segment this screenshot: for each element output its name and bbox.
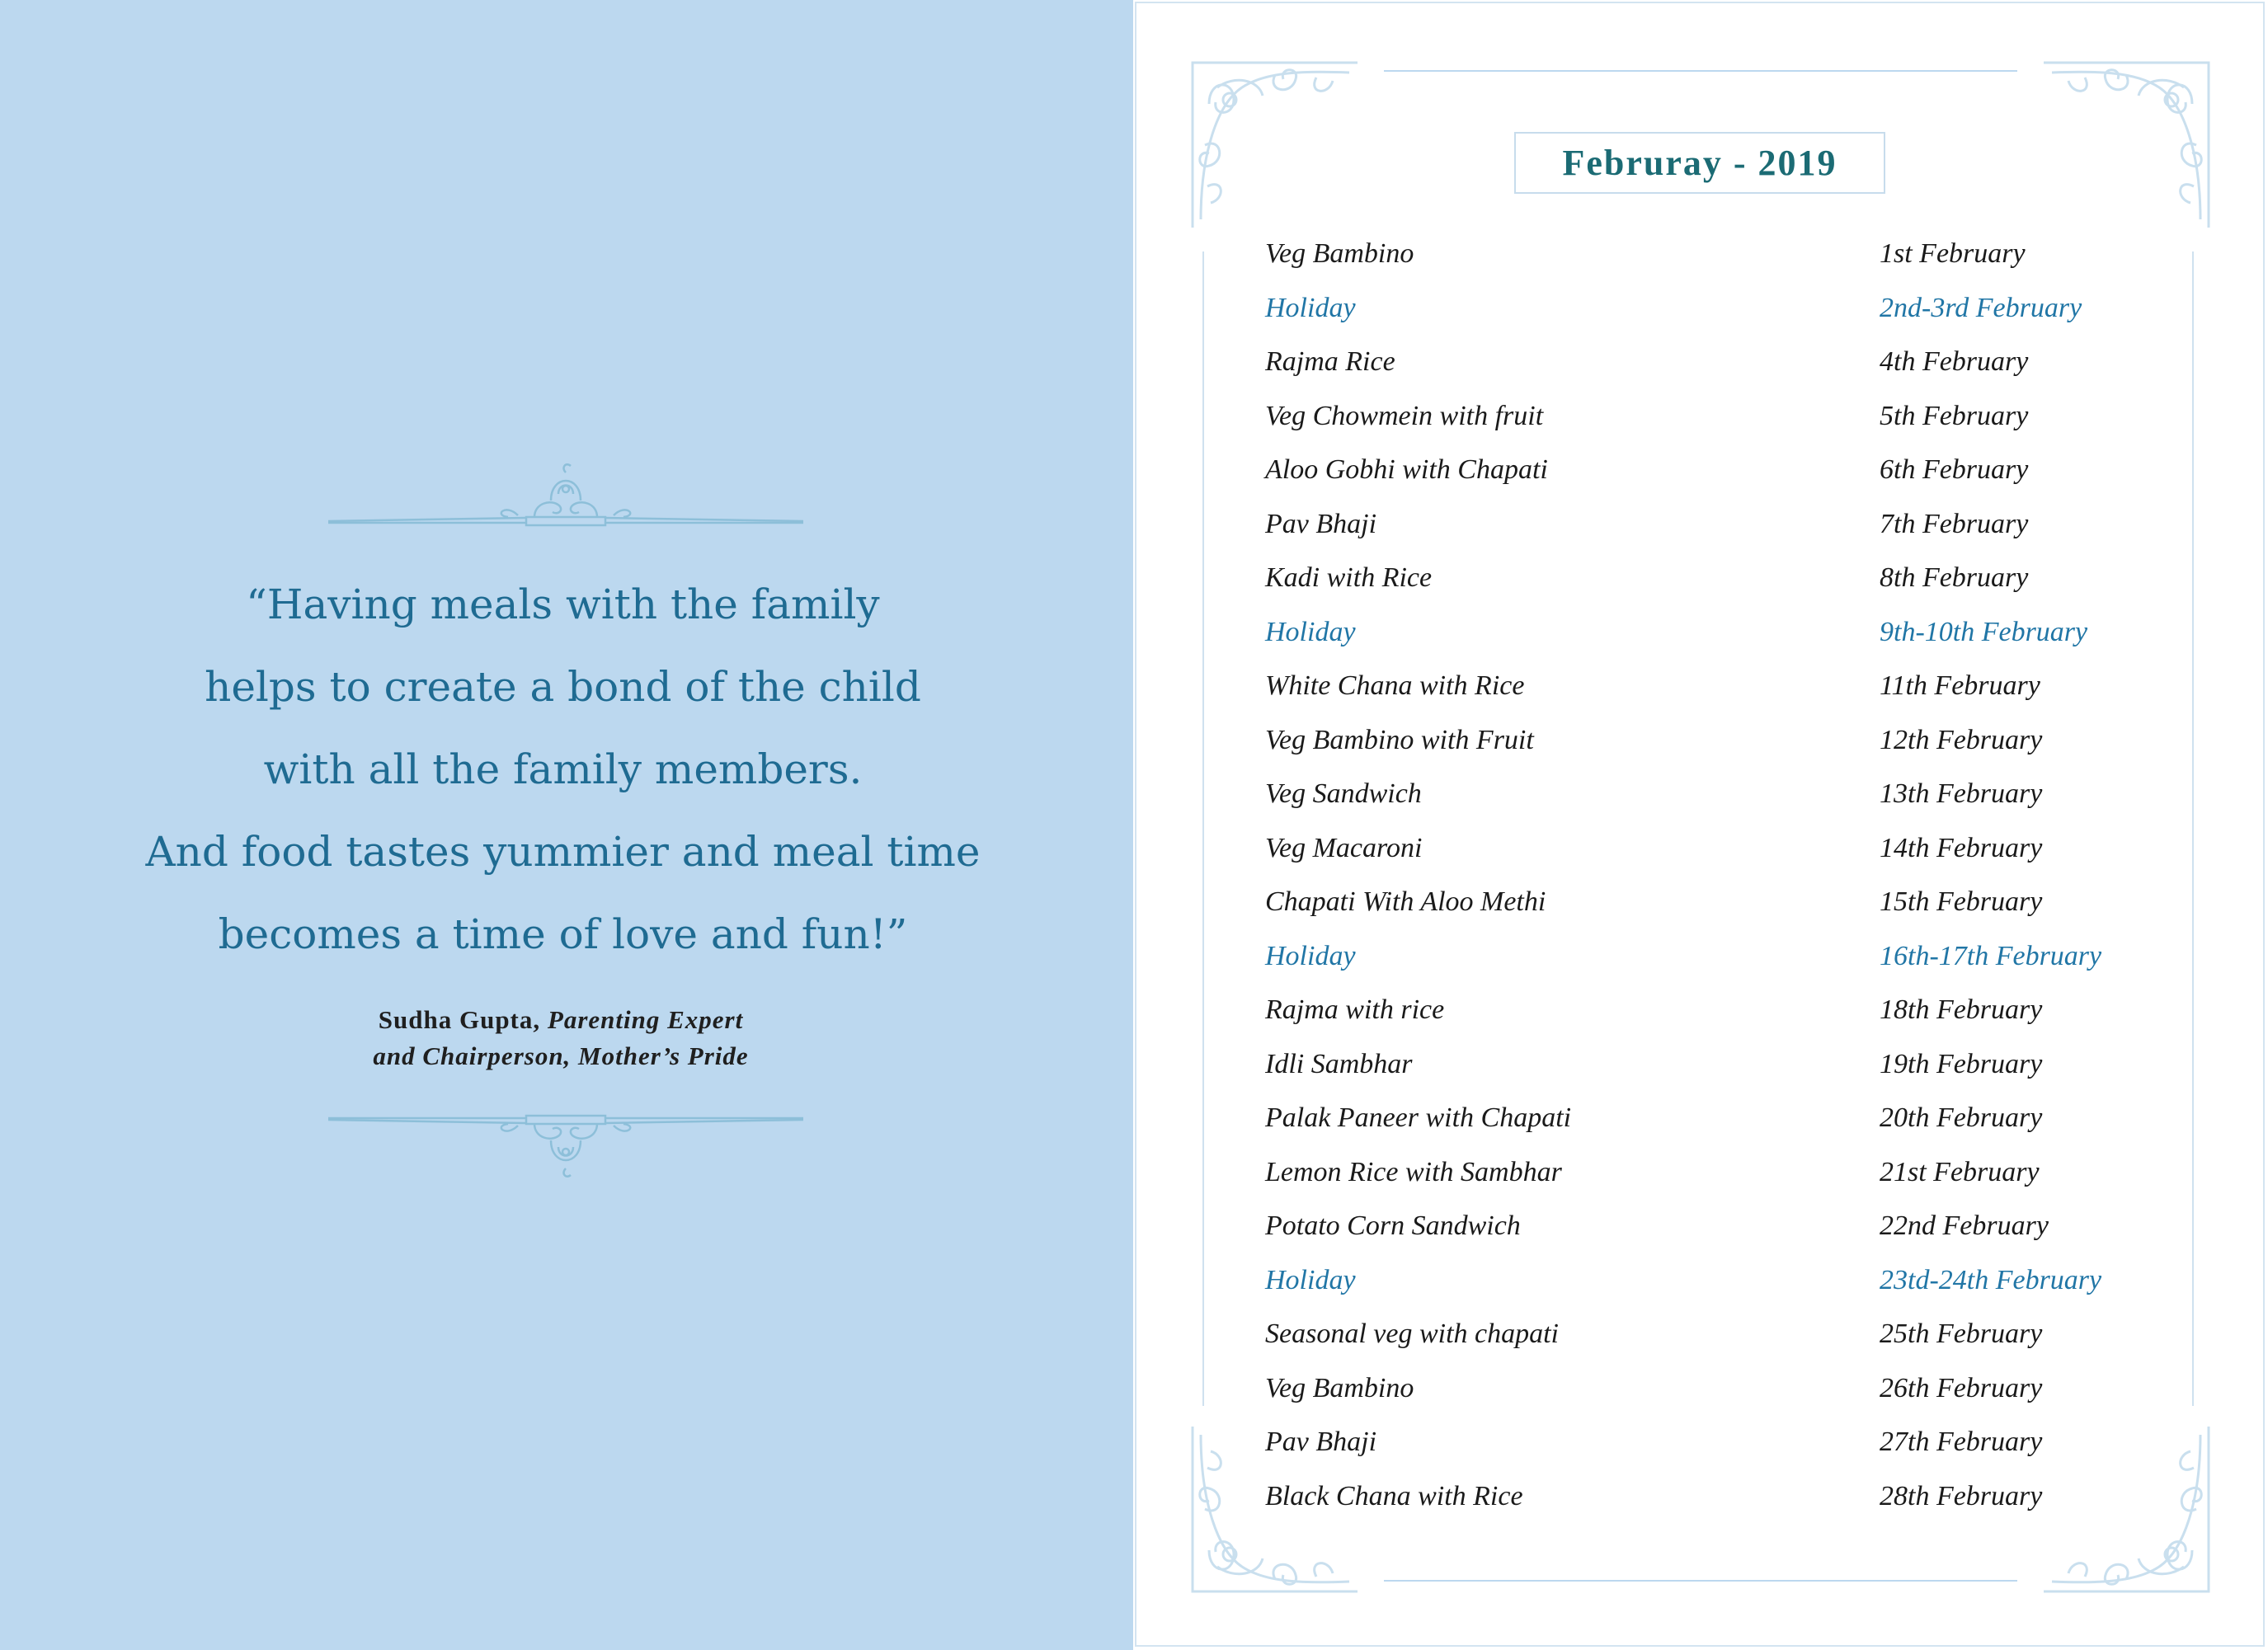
menu-dish: Palak Paneer with Chapati	[1265, 1102, 1572, 1133]
menu-row	[1265, 229, 2131, 279]
menu-row	[1265, 716, 2131, 765]
quote-attribution	[231, 1002, 891, 1074]
menu-row	[1265, 824, 2131, 873]
left-page	[0, 0, 1133, 1650]
menu-row	[1265, 661, 2131, 711]
menu-date: 15th February	[1880, 886, 2043, 917]
menu-dish: Potato Corn Sandwich	[1265, 1210, 1521, 1241]
menu-date: 14th February	[1880, 832, 2043, 863]
menu-row	[1265, 553, 2131, 603]
menu-date: 22nd February	[1880, 1210, 2049, 1241]
menu-date: 28th February	[1880, 1480, 2043, 1511]
menu-dish: Rajma with rice	[1265, 994, 1445, 1025]
menu-date: 12th February	[1880, 724, 2043, 755]
menu-row	[1265, 1093, 2131, 1143]
menu-dish: Holiday	[1265, 616, 1356, 647]
scroll-flourish-icon	[328, 458, 803, 532]
menu-row	[1265, 985, 2131, 1035]
menu-row	[1265, 1417, 2131, 1467]
menu-dish: Veg Bambino	[1265, 1372, 1414, 1403]
quote-line: becomes a time of love and fun!”	[218, 910, 908, 958]
quote-line: with all the family members.	[263, 745, 863, 793]
menu-dish: White Chana with Rice	[1265, 670, 1525, 701]
menu-dish: Seasonal veg with chapati	[1265, 1319, 1560, 1349]
menu-dish: Holiday	[1265, 292, 1356, 323]
menu-dish: Veg Sandwich	[1265, 778, 1422, 809]
menu-dish: Veg Chowmein with fruit	[1265, 400, 1544, 431]
menu-date: 21st February	[1880, 1156, 2040, 1187]
menu-dish: Holiday	[1265, 1264, 1356, 1295]
menu-dish: Pav Bhaji	[1265, 508, 1377, 539]
menu-row	[1265, 1148, 2131, 1197]
attribution-role: Parenting Expert	[547, 1005, 744, 1034]
menu-row	[1265, 1472, 2131, 1521]
menu-date: 16th-17th February	[1880, 940, 2102, 971]
menu-date: 11th February	[1880, 670, 2040, 701]
corner-flourish-icon	[1184, 54, 1366, 236]
frame-bottom-line	[1384, 1580, 2017, 1582]
menu-date: 1st February	[1880, 238, 2026, 269]
menu-date: 6th February	[1880, 454, 2029, 485]
menu-dish: Idli Sambhar	[1265, 1048, 1413, 1079]
menu-date: 19th February	[1880, 1048, 2043, 1079]
menu-dish: Veg Bambino	[1265, 238, 1414, 269]
family-meal-quote	[99, 563, 1027, 975]
menu-month-title: Februray - 2019	[1514, 132, 1885, 194]
menu-row	[1265, 1364, 2131, 1413]
menu-date: 2nd-3rd February	[1880, 292, 2082, 323]
menu-row-holiday	[1265, 932, 2131, 981]
frame-left-line	[1202, 251, 1204, 1406]
menu-row	[1265, 769, 2131, 819]
menu-date: 7th February	[1880, 508, 2029, 539]
menu-dish: Holiday	[1265, 940, 1356, 971]
menu-row	[1265, 337, 2131, 387]
menu-date: 4th February	[1880, 346, 2029, 377]
frame-right-line	[2192, 251, 2194, 1406]
menu-date: 20th February	[1880, 1102, 2043, 1133]
corner-flourish-icon	[2035, 54, 2217, 236]
menu-dish: Pav Bhaji	[1265, 1427, 1377, 1457]
menu-date: 9th-10th February	[1880, 616, 2088, 647]
scroll-flourish-icon	[328, 1109, 803, 1183]
menu-dish: Veg Bambino with Fruit	[1265, 724, 1534, 755]
menu-dish: Lemon Rice with Sambhar	[1265, 1156, 1562, 1187]
menu-dish: Chapati With Aloo Methi	[1265, 886, 1546, 917]
menu-row-holiday	[1265, 608, 2131, 657]
menu-row	[1265, 1040, 2131, 1089]
menu-row	[1265, 1201, 2131, 1251]
menu-row-holiday	[1265, 284, 2131, 333]
menu-dish: Aloo Gobhi with Chapati	[1265, 454, 1548, 485]
quote-line: helps to create a bond of the child	[205, 663, 921, 711]
menu-row	[1265, 500, 2131, 549]
menu-date: 8th February	[1880, 562, 2029, 593]
quote-line: And food tastes yummier and meal time	[145, 828, 981, 876]
menu-dish: Black Chana with Rice	[1265, 1480, 1523, 1511]
menu-row-holiday	[1265, 1256, 2131, 1305]
menu-dish: Veg Macaroni	[1265, 832, 1423, 863]
menu-date: 27th February	[1880, 1427, 2043, 1457]
menu-date: 13th February	[1880, 778, 2043, 809]
menu-row	[1265, 445, 2131, 495]
menu-row	[1265, 877, 2131, 927]
menu-dish: Rajma Rice	[1265, 346, 1395, 377]
attribution-name: Sudha Gupta,	[378, 1005, 541, 1034]
menu-date: 25th February	[1880, 1319, 2043, 1349]
menu-row	[1265, 1309, 2131, 1359]
menu-dish: Kadi with Rice	[1265, 562, 1433, 593]
frame-top-line	[1384, 70, 2017, 72]
menu-date: 18th February	[1880, 994, 2043, 1025]
attribution-line-2: and Chairperson, Mother’s Pride	[373, 1041, 749, 1070]
quote-line: “Having meals with the family	[246, 581, 880, 628]
menu-date: 5th February	[1880, 400, 2029, 431]
menu-row	[1265, 392, 2131, 441]
menu-date: 23td-24th February	[1880, 1264, 2102, 1295]
menu-date: 26th February	[1880, 1372, 2043, 1403]
